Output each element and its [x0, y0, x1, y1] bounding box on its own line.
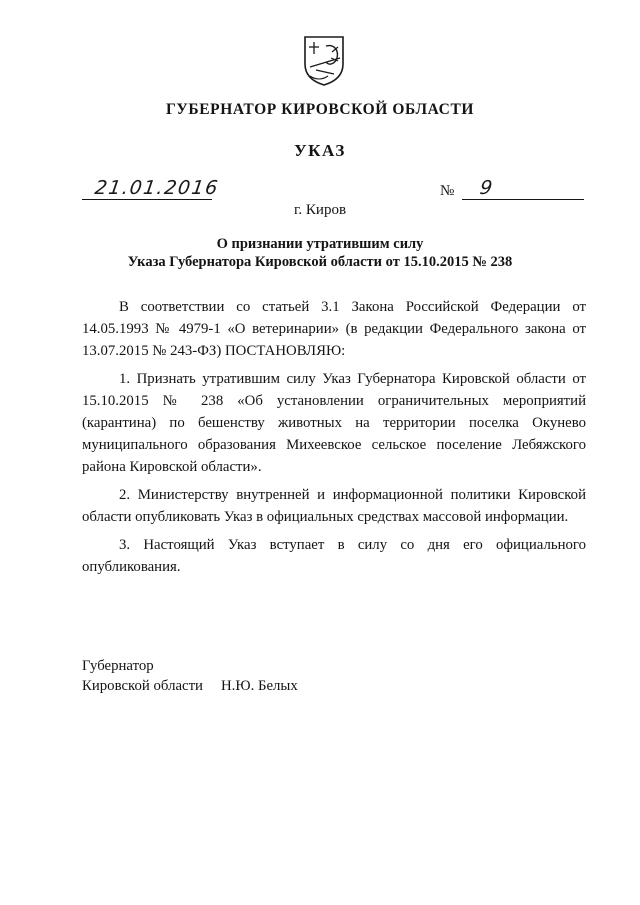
document-type: УКАЗ	[294, 141, 346, 160]
signer-position-line-2: Кировской области	[82, 678, 203, 694]
document-body	[82, 296, 586, 584]
document-title	[0, 235, 640, 271]
date-underline	[82, 199, 212, 200]
signer-position-line-1: Губернатор	[82, 658, 154, 674]
clause-1: 1. Признать утратившим силу Указ Губернатора Кировской области от 15.10.2015 № 238 «Об установлении ограничительных мероприятий (карантина) по бешенству животных на территории поселка Окунево муниципального образования Михеевское сельское поселение Лебяжского района Кировской области».	[82, 371, 586, 475]
coat-of-arms-icon	[302, 34, 346, 86]
preamble-paragraph: В соответствии со статьей 3.1 Закона Российской Федерации от 14.05.1993 № 4979-1 «О ветеринарии» (в редакции Федерального закона от 13.07.2015 № 243-ФЗ) ПОСТАНОВЛЯЮ:	[82, 299, 586, 359]
city-label: г. Киров	[293, 202, 347, 218]
number-label: №	[440, 183, 455, 199]
issuing-authority: ГУБЕРНАТОР КИРОВСКОЙ ОБЛАСТИ	[165, 101, 475, 118]
number-underline	[462, 199, 584, 200]
signer-name: Н.Ю. Белых	[220, 678, 298, 694]
document-number: 9	[478, 177, 494, 199]
signature-block	[82, 656, 298, 696]
title-line-1: О признании утратившим силу	[216, 236, 424, 252]
title-line-2: Указа Губернатора Кировской области от 15.10.2015 № 238	[127, 254, 513, 270]
clause-2: 2. Министерству внутренней и информационной политики Кировской области опубликовать Указ в официальных средствах массовой информации.	[82, 487, 586, 525]
clause-3: 3. Настоящий Указ вступает в силу со дня его официального опубликования.	[82, 537, 586, 575]
document-date: 21.01.2016	[93, 177, 221, 199]
